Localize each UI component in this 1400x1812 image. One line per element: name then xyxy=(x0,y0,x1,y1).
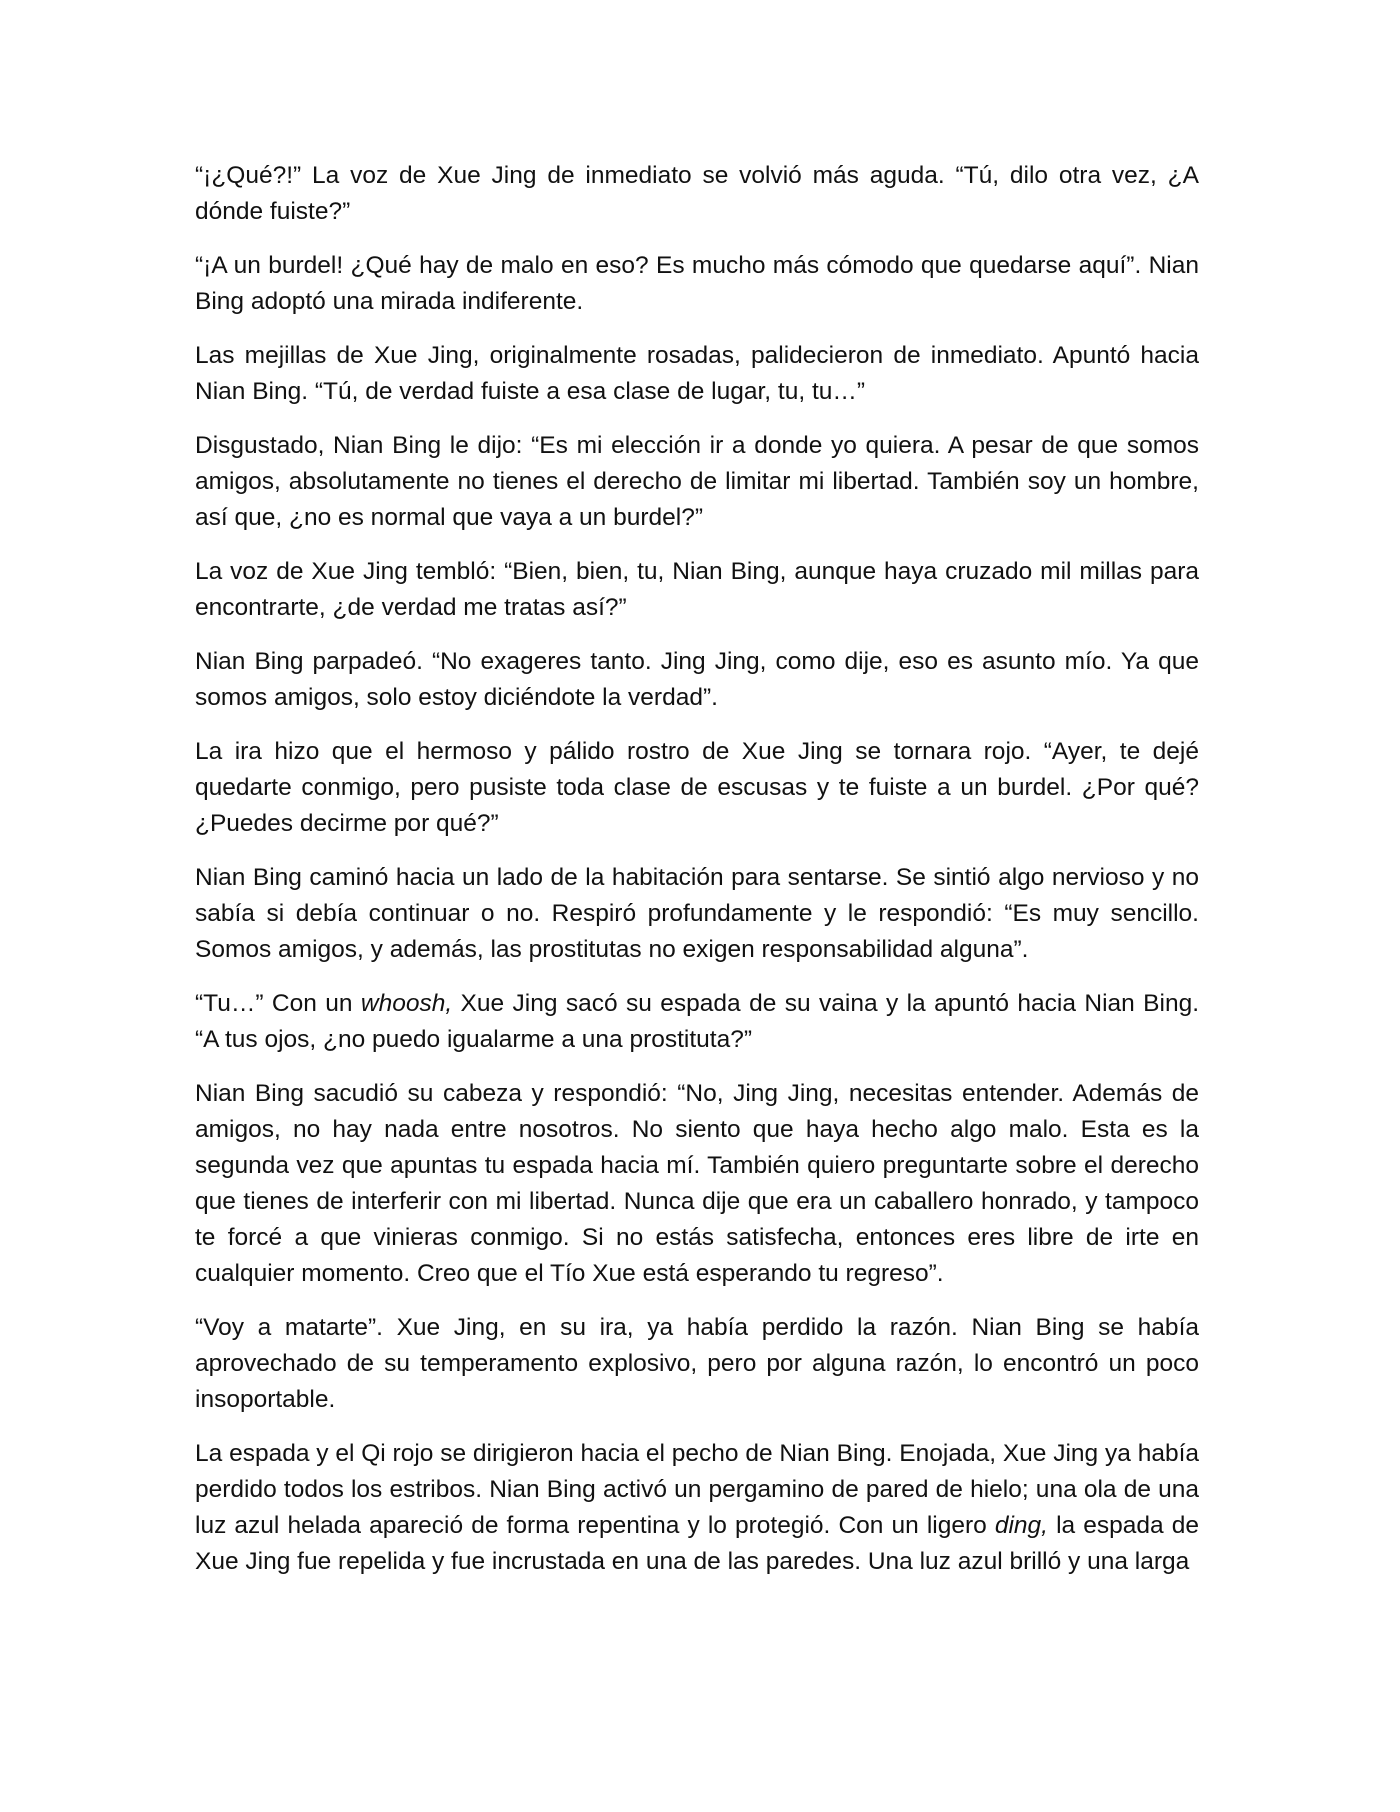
paragraph-text: “¡A un burdel! ¿Qué hay de malo en eso? Es mucho más cómodo que quedarse aquí”. Nian Bing adoptó una mirada indiferente. xyxy=(195,252,1199,315)
paragraph-text: la espada de Xue Jing fue repelida y fue incrustada en una de las paredes. Una luz azul brilló y una larga xyxy=(195,1512,1199,1575)
paragraph xyxy=(195,860,1199,968)
paragraph xyxy=(195,1310,1199,1418)
document-page xyxy=(195,158,1199,1598)
paragraph-text: Nian Bing sacudió su cabeza y respondió: “No, Jing Jing, necesitas entender. Además de amigos, no hay nada entre nosotros. No siento que haya hecho algo malo. Esta es la segunda vez que apuntas tu espada hacia mí. También quiero preguntarte sobre el derecho que tienes de interferir con mi libertad. Nunca dije que era un caballero honrado, y tampoco te forcé a que vinieras conmigo. Si no estás satisfecha, entonces eres libre de irte en cualquier momento. Creo que el Tío Xue está esperando tu regreso”. xyxy=(195,1080,1199,1287)
paragraph-text: La voz de Xue Jing tembló: “Bien, bien, tu, Nian Bing, aunque haya cruzado mil millas para encontrarte, ¿de verdad me tratas así?” xyxy=(195,558,1199,621)
paragraph-text: Xue Jing sacó su espada de su vaina y la apuntó hacia Nian Bing. “A tus ojos, ¿no puedo igualarme a una prostituta?” xyxy=(195,990,1199,1053)
paragraph-text: Nian Bing caminó hacia un lado de la habitación para sentarse. Se sintió algo nervioso y no sabía si debía continuar o no. Respiró profundamente y le respondió: “Es muy sencillo. Somos amigos, y además, las prostitutas no exigen responsabilidad alguna”. xyxy=(195,864,1199,963)
paragraph xyxy=(195,554,1199,626)
paragraph xyxy=(195,1076,1199,1292)
paragraph-text: Nian Bing parpadeó. “No exageres tanto. Jing Jing, como dije, eso es asunto mío. Ya que somos amigos, solo estoy diciéndote la verdad”. xyxy=(195,648,1199,711)
italic-onomatopoeia: whoosh, xyxy=(360,990,453,1017)
paragraph xyxy=(195,1436,1199,1580)
paragraph xyxy=(195,338,1199,410)
paragraph xyxy=(195,158,1199,230)
paragraph-text: La ira hizo que el hermoso y pálido rostro de Xue Jing se tornara rojo. “Ayer, te dejé quedarte conmigo, pero pusiste toda clase de escusas y te fuiste a un burdel. ¿Por qué? ¿Puedes decirme por qué?” xyxy=(195,738,1199,837)
italic-onomatopoeia: ding, xyxy=(994,1512,1048,1539)
paragraph xyxy=(195,644,1199,716)
paragraph xyxy=(195,428,1199,536)
paragraph-text: La espada y el Qi rojo se dirigieron hacia el pecho de Nian Bing. Enojada, Xue Jing ya había perdido todos los estribos. Nian Bing activó un pergamino de pared de hielo; una ola de una luz azul helada apareció de forma repentina y lo protegió. Con un ligero xyxy=(195,1440,1199,1539)
paragraph-text: “Tu…” Con un xyxy=(195,990,361,1017)
paragraph xyxy=(195,986,1199,1058)
paragraph-text: “Voy a matarte”. Xue Jing, en su ira, ya había perdido la razón. Nian Bing se había aprovechado de su temperamento explosivo, pero por alguna razón, lo encontró un poco insoportable. xyxy=(195,1314,1199,1413)
paragraph-text: Disgustado, Nian Bing le dijo: “Es mi elección ir a donde yo quiera. A pesar de que somos amigos, absolutamente no tienes el derecho de limitar mi libertad. También soy un hombre, así que, ¿no es normal que vaya a un burdel?” xyxy=(195,432,1199,531)
paragraph-text: Las mejillas de Xue Jing, originalmente rosadas, palidecieron de inmediato. Apuntó hacia Nian Bing. “Tú, de verdad fuiste a esa clase de lugar, tu, tu…” xyxy=(195,342,1199,405)
paragraph xyxy=(195,248,1199,320)
paragraph-text: “¡¿Qué?!” La voz de Xue Jing de inmediato se volvió más aguda. “Tú, dilo otra vez, ¿A dónde fuiste?” xyxy=(195,162,1199,225)
paragraph xyxy=(195,734,1199,842)
